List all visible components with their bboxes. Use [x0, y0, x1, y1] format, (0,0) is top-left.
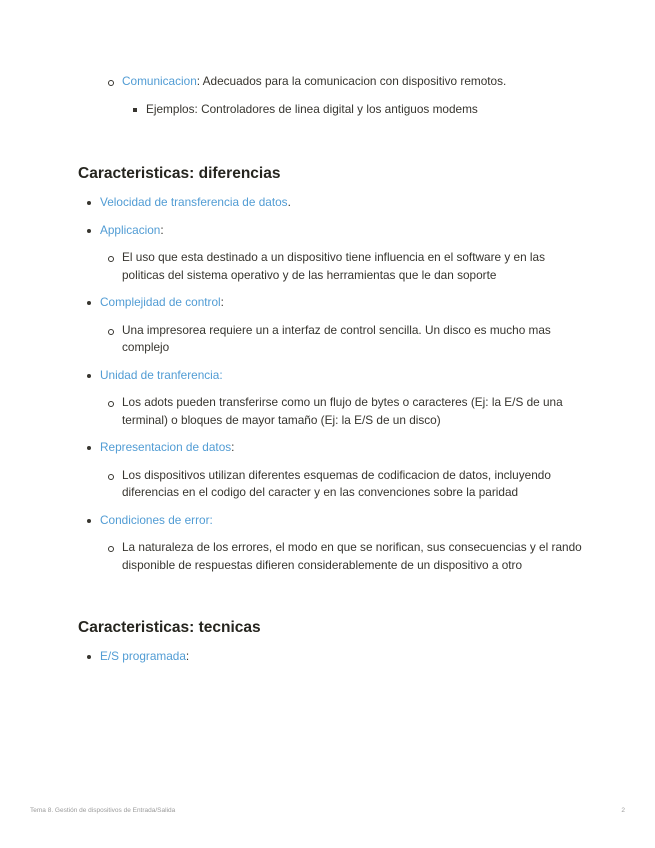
- list-item-text: Adecuados para la comunicacion con dispositivo remotos.: [202, 74, 507, 88]
- list-item: [78, 439, 592, 457]
- list-item-text: Los adots pueden transferirse como un flujo de bytes o caracteres (Ej: la E/S de una terminal) o bloques de mayor tamaño (Ej: la E/S de un disco): [122, 395, 563, 427]
- link-complejidad-de-control[interactable]: Complejidad de control: [100, 295, 221, 309]
- link-representacion-de-datos[interactable]: Representacion de datos: [100, 440, 232, 454]
- dot-bullet-icon: [78, 648, 100, 666]
- document-content: [78, 73, 592, 676]
- list-item: [78, 394, 592, 429]
- open-circle-bullet-icon: [100, 322, 122, 357]
- open-circle-bullet-icon: [100, 394, 122, 429]
- section-heading-diferencias: Caracteristicas: diferencias: [78, 165, 281, 182]
- list-item: [78, 467, 592, 502]
- list-item-suffix: :: [196, 74, 203, 88]
- link-comunicacion[interactable]: Comunicacion: [122, 74, 197, 88]
- square-bullet-icon: [124, 101, 146, 119]
- open-circle-bullet-icon: [100, 249, 122, 284]
- dot-bullet-icon: [78, 194, 100, 212]
- list-item: [78, 101, 592, 119]
- link-es-programada[interactable]: E/S programada: [100, 649, 186, 663]
- link-condiciones-de-error[interactable]: Condiciones de error:: [100, 512, 213, 527]
- list-item: [78, 322, 592, 357]
- list-item: [78, 512, 592, 530]
- dot-bullet-icon: [78, 222, 100, 240]
- list-item-text: La naturaleza de los errores, el modo en que se norifican, sus consecuencias y el rando disponible de respuestas difieren considerablemente de un dispositivo a otro: [122, 540, 582, 572]
- list-item-suffix: .: [287, 195, 291, 209]
- list-item: [78, 73, 592, 91]
- list-item: [78, 539, 592, 574]
- list-item-text: El uso que esta destinado a un dispositivo tiene influencia en el software y en las politicas del sistema operativo y de las herramientas que le dan soporte: [122, 250, 545, 282]
- footer-document-title: Tema 8. Gestión de dispositivos de Entrada/Salida: [30, 807, 176, 814]
- list-item-suffix: :: [220, 295, 224, 309]
- list-item: [78, 249, 592, 284]
- dot-bullet-icon: [78, 512, 100, 530]
- link-unidad-de-tranferencia[interactable]: Unidad de tranferencia:: [100, 367, 223, 382]
- open-circle-bullet-icon: [100, 539, 122, 574]
- list-item-suffix: :: [185, 649, 190, 663]
- open-circle-bullet-icon: [100, 467, 122, 502]
- list-item: [78, 222, 592, 240]
- section-heading-tecnicas: Caracteristicas: tecnicas: [78, 619, 261, 636]
- list-item-text: Los dispositivos utilizan diferentes esquemas de codificacion de datos, incluyendo diferencias en el codigo del caracter y en las convenciones sobre la paridad: [122, 467, 551, 499]
- open-circle-bullet-icon: [100, 73, 122, 91]
- footer-page-number: 2: [621, 807, 625, 814]
- list-item-suffix: :: [160, 222, 164, 237]
- list-item-text: Una impresorea requiere un a interfaz de control sencilla. Un disco es mucho mas complejo: [122, 322, 551, 354]
- dot-bullet-icon: [78, 367, 100, 385]
- link-applicacion[interactable]: Applicacion: [100, 222, 161, 237]
- list-item: [78, 367, 592, 385]
- link-velocidad-de-transferencia[interactable]: Velocidad de transferencia de datos: [100, 195, 288, 209]
- list-item: [78, 648, 592, 666]
- list-item: [78, 294, 592, 312]
- dot-bullet-icon: [78, 439, 100, 457]
- list-item-text: Ejemplos: Controladores de linea digital y los antiguos modems: [146, 101, 478, 116]
- list-item-suffix: :: [231, 440, 235, 454]
- dot-bullet-icon: [78, 294, 100, 312]
- page-footer: [30, 806, 625, 815]
- list-item: [78, 194, 592, 212]
